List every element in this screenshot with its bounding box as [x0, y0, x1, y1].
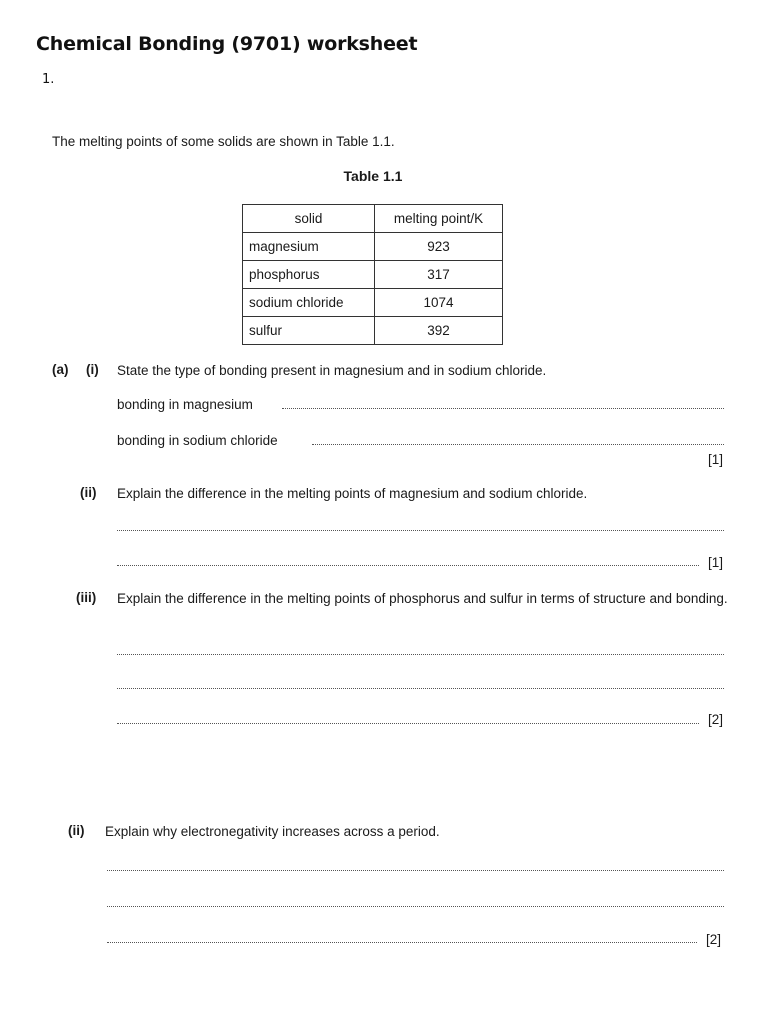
part-a-label: (a) [52, 362, 69, 377]
table-header-row [243, 205, 503, 233]
melting-points-table [242, 204, 503, 345]
cell-solid: sodium chloride [243, 289, 375, 317]
answer-line[interactable] [117, 723, 699, 724]
cell-melting-point: 317 [375, 261, 503, 289]
answer-line[interactable] [117, 530, 724, 531]
answer-line[interactable] [107, 906, 724, 907]
cell-solid: sulfur [243, 317, 375, 345]
answer-line-sodium-chloride[interactable] [312, 444, 724, 445]
answer-line[interactable] [117, 654, 724, 655]
part-a-ii-label: (ii) [80, 485, 97, 500]
question-number: 1. [42, 72, 55, 87]
intro-text: The melting points of some solids are shown in Table 1.1. [52, 134, 395, 149]
part-b-ii-question: Explain why electronegativity increases across a period. [105, 824, 440, 839]
page-title: Chemical Bonding (9701) worksheet [36, 33, 418, 55]
table-row [243, 233, 503, 261]
table-caption: Table 1.1 [343, 168, 403, 184]
marks-a-iii: [2] [708, 712, 724, 727]
part-a-i-question: State the type of bonding present in magnesium and in sodium chloride. [117, 363, 547, 378]
part-a-i-label: (i) [86, 362, 99, 377]
cell-solid: phosphorus [243, 261, 375, 289]
answer-line[interactable] [117, 565, 699, 566]
table-row [243, 289, 503, 317]
header-melting-point: melting point/K [375, 205, 503, 233]
header-solid: solid [243, 205, 375, 233]
table-row [243, 261, 503, 289]
part-b-ii-label: (ii) [68, 823, 85, 838]
part-a-iii-question: Explain the difference in the melting points of phosphorus and sulfur in terms of structure and bonding. [117, 591, 728, 606]
marks-a-i: [1] [708, 452, 724, 467]
cell-melting-point: 923 [375, 233, 503, 261]
cell-melting-point: 1074 [375, 289, 503, 317]
bonding-magnesium-label: bonding in magnesium [117, 397, 253, 412]
answer-line[interactable] [117, 688, 724, 689]
table-row [243, 317, 503, 345]
answer-line[interactable] [107, 942, 697, 943]
part-a-ii-question: Explain the difference in the melting points of magnesium and sodium chloride. [117, 486, 588, 501]
marks-a-ii: [1] [708, 555, 724, 570]
part-a-iii-label: (iii) [76, 590, 97, 605]
marks-b-ii: [2] [706, 932, 722, 947]
answer-line[interactable] [107, 870, 724, 871]
cell-solid: magnesium [243, 233, 375, 261]
bonding-sodium-chloride-label: bonding in sodium chloride [117, 433, 278, 448]
cell-melting-point: 392 [375, 317, 503, 345]
answer-line-magnesium[interactable] [282, 408, 724, 409]
